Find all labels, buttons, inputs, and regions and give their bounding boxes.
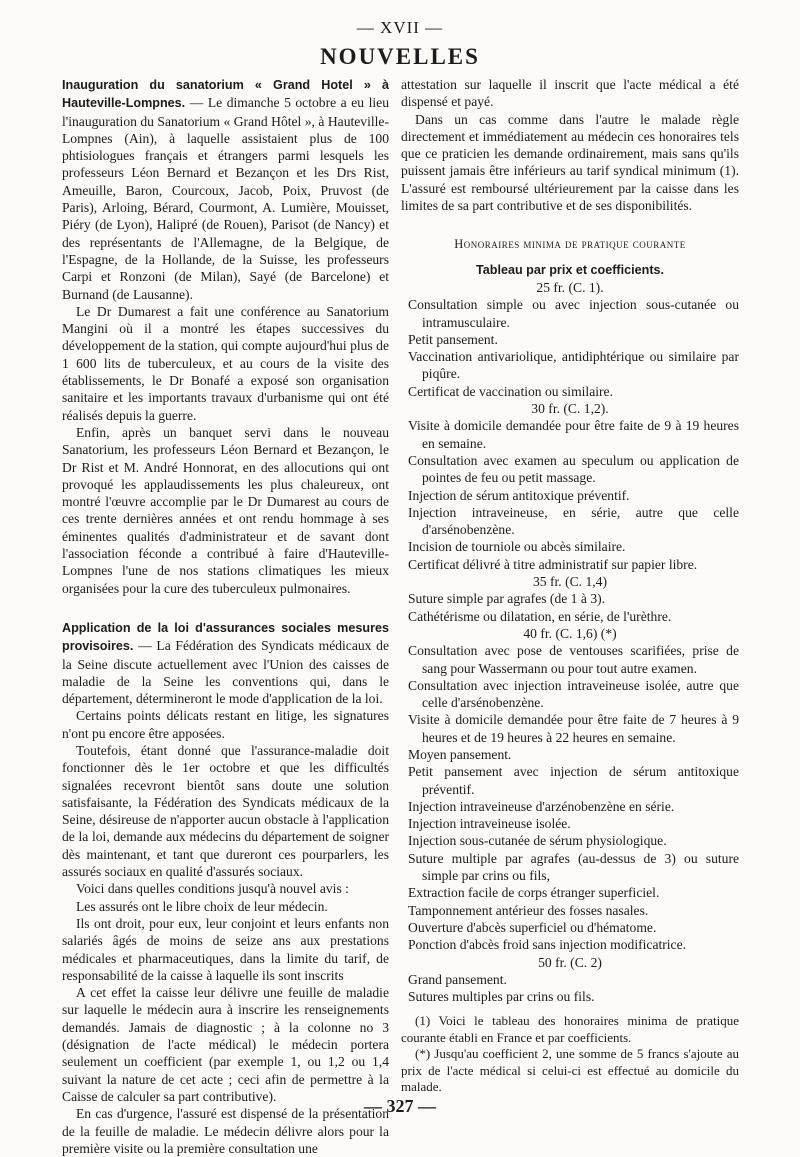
fee-item: Cathétérisme ou dilatation, en série, de l'urèthre. [408, 608, 672, 624]
fee-tier-price: 30 fr. (C. 1,2). [531, 401, 609, 417]
article-assurances-p6: Ils ont droit, pour eux, leur conjoint et leurs enfants non salariés âgés de moins de seize ans aux prestations médicales et pharmaceutiques, dans la limite du tarif, de responsabilité de la caisse à laquelle ils sont inscrits [62, 915, 389, 983]
fee-item: Consultation avec injection intraveineuse isolée, autre que celle d'arsénobenzène. [408, 677, 739, 711]
continuation-paragraph: attestation sur laquelle il inscrit que l'acte médical a été dispensé et payé. [401, 77, 739, 110]
fee-item: Visite à domicile demandée pour être faite de 7 heures à 9 heures et de 19 heures à 22 heures en semaine. [408, 712, 739, 745]
article-assurances-p3: Toutefois, étant donné que l'assurance-maladie doit fonctionner dès le 1er octobre et que les difficultés signalées recevront bientôt sans doute une solution satisfaisante, la Fédération des Syndicats médicaux de la Seine, désireuse de n'apporter aucun obstacle à l'application de la loi, demande aux médecins du département de soigner dès maintenant, et tant que dureront ces pourparlers, les assurés sociaux en qualité d'assurés sociaux. [62, 742, 389, 880]
fee-item: Consultation avec pose de ventouses scarifiées, prise de sang pour Wassermann ou pour tout autre examen. [408, 643, 739, 676]
fee-tier-list [401, 590, 739, 625]
fee-tier-price: 40 fr. (C. 1,6) (*) [523, 625, 617, 641]
fee-item: Grand pansement. [408, 971, 507, 987]
right-column [401, 76, 739, 1095]
fee-item: Vaccination antivariolique, antidiphtérique ou similaire par piqûre. [408, 349, 739, 382]
fee-item: Certificat de vaccination ou similaire. [408, 383, 613, 399]
fee-tier-list [401, 417, 739, 573]
page-roman-number: — XVII — [356, 18, 444, 37]
fee-item: Sutures multiples par crins ou fils. [408, 989, 595, 1005]
fee-item: Petit pansement avec injection de sérum antitoxique préventif. [408, 764, 739, 797]
fee-item: Suture multiple par agrafes (au-dessus de 3) ou suture simple par crins ou fils, [408, 850, 739, 884]
fee-item: Ponction d'abcès froid sans injection modificatrice. [408, 937, 687, 953]
fee-tier-list [401, 296, 739, 400]
fee-item: Moyen pansement. [408, 746, 512, 762]
fee-item: Certificat délivré à titre administratif sur papier libre. [408, 556, 698, 572]
fee-item: Incision de tourniole ou abcès similaire. [408, 539, 626, 555]
fee-tier-list [401, 971, 739, 1006]
fee-item: Injection sous-cutanée de sérum physiologique. [408, 833, 667, 849]
fee-item: Suture simple par agrafes (de 1 à 3). [408, 591, 606, 607]
article-assurances-p1: Application de la loi d'assurances sociales mesures provisoires. — La Fédération des Syndicats médicaux de la Seine discute actuellement avec l'Union des caisses de maladie de la Seine les conventions qui, dans le département, détermineront le mode d'application de la loi. [62, 620, 389, 707]
article-inauguration-p1: Inauguration du sanatorium « Grand Hotel » à Hauteville-Lompnes. — Le dimanche 5 octobre a eu lieu l'inauguration du Sanatorium « Grand Hôtel », à Hauteville-Lompnes (Ain), à laquelle assistaient plus de 100 phtisiologues français et étrangers parmi lesquels les professeurs Léon Bernard et Bezançon et les Drs Rist, Ameuille, Baron, Courcoux, Jacob, Poix, Pruvost (de Paris), Arloing, Bérard, Courmont, A. Lumière, Mouisset, Piéry (de Lyon), Halipré (de Rouen), Parisot (de Nancy) et des représentants de l'Allemagne, de la Belgique, de l'Espagne, de la Hollande, de la Suisse, les professeurs Carpi et Ronzoni (de Milan), Sayé (de Barcelone) et Burnand (de Lausanne). [62, 78, 389, 302]
article-inauguration-p2: Le Dr Dumarest a fait une conférence au Sanatorium Mangini où il a montré les étapes successives du développement de la station, qui compte aujourd'hui plus de 1 600 lits de tuberculeux, et au cours de la visite des établissements, le Dr Bonafé a exposé son organisation sanitaire et les importants travaux d'urbanisme qui ont été réalisés depuis la guerre. [62, 303, 389, 423]
footnote-1: (1) Voici le tableau des honoraires minima de pratique courante établi en France et par coefficients. [401, 1013, 739, 1045]
fee-tier-price: 50 fr. (C. 2) [538, 954, 602, 970]
fee-tiers [401, 279, 739, 1005]
fee-item: Petit pansement. [408, 331, 498, 347]
footnote-2: (*) Jusqu'au coefficient 2, une somme de 5 francs s'ajoute au prix de l'acte médical si celui-ci est effectué au domicile du malade. [401, 1046, 739, 1095]
fee-item: Visite à domicile demandée pour être faite de 9 à 19 heures en semaine. [408, 418, 739, 451]
article-assurances-p7: A cet effet la caisse leur délivre une feuille de maladie sur laquelle le médecin aura à inscrire les renseignements demandés. Jamais de diagnostic ; à la colonne no 3 (désignation de l'acte médical) le médecin portera seulement un coefficient (par exemple 1, ou 1,2 ou 1,4 suivant la nature de cet acte ; ceci afin de permettre à la Caisse de calculer sa part contributive). [62, 985, 389, 1104]
fee-tier-price: 25 fr. (C. 1). [536, 279, 604, 295]
section-heading: NOUVELLES [320, 44, 480, 69]
fee-item: Consultation avec examen au speculum ou application de pointes de feu ou petit massage. [408, 452, 739, 486]
article-assurances-p5: Les assurés ont le libre choix de leur médecin. [76, 898, 328, 914]
fee-table-subtitle: Tableau par prix et coefficients. [475, 262, 665, 277]
fee-item: Injection de sérum antitoxique préventif. [408, 487, 630, 503]
article-inauguration-lead: Inauguration du sanatorium « Grand Hotel » à Hauteville-Lompnes. [62, 78, 389, 111]
fee-tier-price: 35 fr. (C. 1,4) [532, 574, 607, 590]
left-column [62, 76, 389, 1156]
article-assurances-p2: Certains points délicats restant en litige, les signatures n'ont pu encore être apposées. [62, 708, 389, 741]
fee-item: Injection intraveineuse, en série, autre que celle d'arsénobenzène. [408, 504, 739, 538]
fee-item: Injection intraveineuse d'arzénobenzène en série. [408, 798, 675, 814]
payment-paragraph: Dans un cas comme dans l'autre le malade règle directement et immédiatement au médecin ces honoraires tels que ce praticien les demande ordinairement, mais sans qu'ils puissent jamais être inférieurs au tarif syndical minimum (1). L'assuré est remboursé ultérieurement par la caisse dans les limites de sa part contributive et de ses disponibilités. [401, 111, 739, 214]
article-assurances-lead: Application de la loi d'assurances sociales mesures provisoires. [62, 620, 389, 654]
fee-tier-list [401, 642, 739, 953]
fee-item: Tamponnement antérieur des fosses nasales. [408, 902, 649, 918]
page-number: — 327 — [364, 1096, 436, 1116]
article-assurances-p8: En cas d'urgence, l'assuré est dispensé de la présentation de la feuille de maladie. Le médecin délivre alors pour la première visite ou la première consultation une [62, 1106, 389, 1156]
footnotes [401, 1013, 739, 1096]
article-inauguration-p3: Enfin, après un banquet servi dans le nouveau Sanatorium, les professeurs Léon Bernard et Bezançon, le Dr Rist et M. André Honnorat, en des allocutions qui ont provoqué les applaudissements les plus chaleureux, ont montré l'œuvre accomplie par le Dr Dumarest au cours de ces trente dernières années et ont rendu hommage à ses éminentes qualités d'administrateur et de savant dont l'association féconde a contribué à faire d'Hauteville-Lompnes l'une de nos stations climatiques les mieux organisées pour la cure des tuberculeux pulmonaires. [62, 424, 389, 596]
fee-item: Consultation simple ou avec injection sous-cutanée ou intramusculaire. [408, 297, 739, 330]
fee-item: Extraction facile de corps étranger superficiel. [408, 885, 660, 901]
fee-item: Injection intraveineuse isolée. [408, 816, 571, 832]
fee-table-title: Honoraires minima de pratique courante [454, 237, 686, 252]
article-assurances-p4: Voici dans quelles conditions jusqu'à nouvel avis : [76, 881, 349, 897]
fee-item: Ouverture d'abcès superficiel ou d'hématome. [408, 919, 657, 935]
